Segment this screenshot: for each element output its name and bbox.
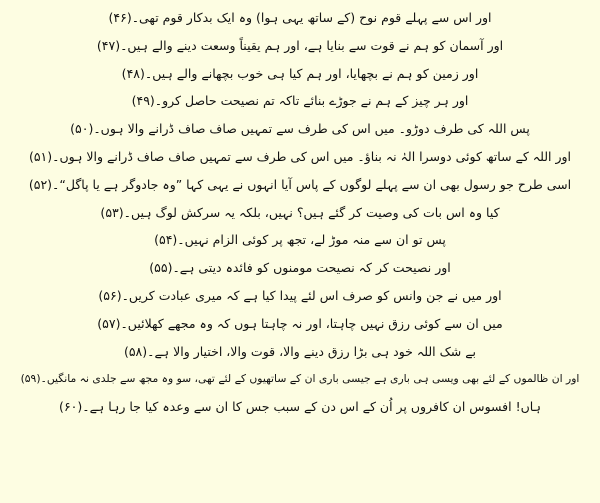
verse-58: بے شک اللہ خود ہی بڑا رزق دینے والا، قوت والا، اختیار والا ہے۔(۵۸) — [123, 343, 477, 359]
verse-46: اور اس سے پہلے قوم نوح (کے ساتھ یہی ہوا) وہ ایک بدکار قوم تھی۔(۴۶) — [108, 10, 492, 25]
verse-57: میں ان سے کوئی رزق نہیں چاہتا، اور نہ چاہتا ہوں کہ وہ مجھے کھلائیں۔(۵۷) — [97, 315, 503, 331]
verse-list — [16, 4, 584, 421]
verse-52: اسی طرح جو رسول بھی ان سے پہلے لوگوں کے پاس آیا انہوں نے یہی کہا ”وہ جادوگر ہے یا پاگل“۔(۵۲) — [28, 176, 572, 192]
verse-53: کیا وہ اس بات کی وصیت کر گئے ہیں؟ نہیں، بلکہ یہ سرکش لوگ ہیں۔(۵۳) — [100, 204, 500, 220]
verse-55: اور نصیحت کر کہ نصیحت مومنوں کو فائدہ دیتی ہے۔(۵۵) — [149, 260, 451, 276]
verse-56: اور میں نے جن وانس کو صرف اس لئے پیدا کیا ہے کہ میری عبادت کریں۔(۵۶) — [98, 287, 502, 303]
verse-49: اور ہر چیز کے ہم نے جوڑے بنائے تاکہ تم نصیحت حاصل کرو۔(۴۹) — [131, 93, 469, 109]
verse-59: اور ان ظالموں کے لئے بھی ویسی ہی باری ہے جیسی باری ان کے ساتھیوں کے لئے تھی، سو وہ مجھ سے جلدی نہ مانگیں۔(۵۹) — [20, 372, 580, 386]
verse-60: ہاں! افسوس ان کافروں پر اُن کے اس دن کے سبب جس کا ان سے وعدہ کیا جا رہا ہے۔(۶۰) — [59, 399, 541, 415]
verse-47: اور آسمان کو ہم نے قوت سے بنایا ہے، اور ہم یقیناً وسعت دینے والے ہیں۔(۴۷) — [96, 37, 504, 53]
verse-48: اور زمین کو ہم نے بچھایا، اور ہم کیا ہی خوب بچھانے والے ہیں۔(۴۸) — [121, 65, 479, 81]
verse-54: پس تو ان سے منہ موڑ لے، تجھ پر کوئی الزام نہیں۔(۵۴) — [154, 232, 446, 248]
verse-50: پس اللہ کی طرف دوڑو۔ میں اس کی طرف سے تمہیں صاف صاف ڈرانے والا ہوں۔(۵۰) — [70, 121, 530, 137]
verse-51: اور اللہ کے ساتھ کوئی دوسرا الہٰ نہ بناؤ۔ میں اس کی طرف سے تمہیں صاف صاف ڈرانے والا ہوں۔(۵۱) — [28, 148, 572, 164]
